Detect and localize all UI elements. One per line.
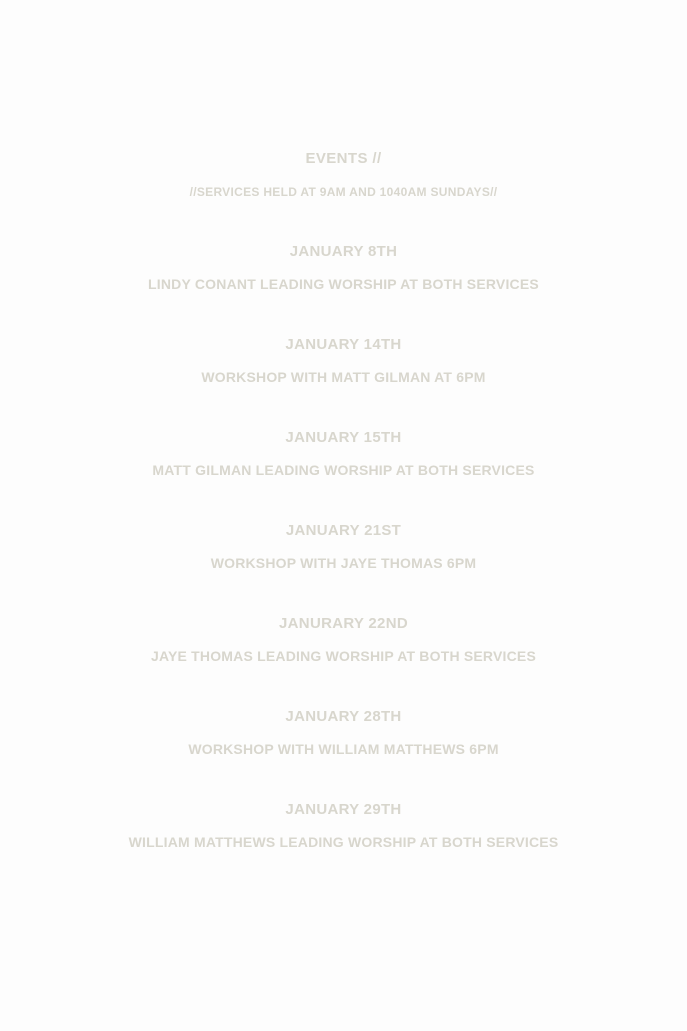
- event-description: WORKSHOP WITH WILLIAM MATTHEWS 6PM: [188, 741, 499, 757]
- event-description: MATT GILMAN LEADING WORSHIP AT BOTH SERVICES: [152, 462, 535, 478]
- event-description: LINDY CONANT LEADING WORSHIP AT BOTH SERVICES: [148, 276, 539, 292]
- event-date: JANUARY 15TH: [285, 429, 402, 446]
- event-date: JANUARY 8TH: [289, 243, 398, 260]
- event-description: WORKSHOP WITH MATT GILMAN AT 6PM: [201, 369, 486, 385]
- event-description: WORKSHOP WITH JAYE THOMAS 6PM: [210, 555, 477, 571]
- event-date: JANUARY 21ST: [285, 522, 402, 539]
- event-date: JANURARY 22ND: [279, 615, 408, 632]
- services-note: //SERVICES HELD AT 9AM AND 1040AM SUNDAYS//: [189, 185, 498, 199]
- event-description: WILLIAM MATTHEWS LEADING WORSHIP AT BOTH SERVICES: [128, 834, 559, 850]
- event-date: JANUARY 28TH: [285, 708, 402, 725]
- event-date: JANUARY 29TH: [285, 801, 402, 818]
- events-title: EVENTS //: [305, 150, 382, 167]
- event-description: JAYE THOMAS LEADING WORSHIP AT BOTH SERVICES: [150, 648, 537, 664]
- event-date: JANUARY 14TH: [285, 336, 402, 353]
